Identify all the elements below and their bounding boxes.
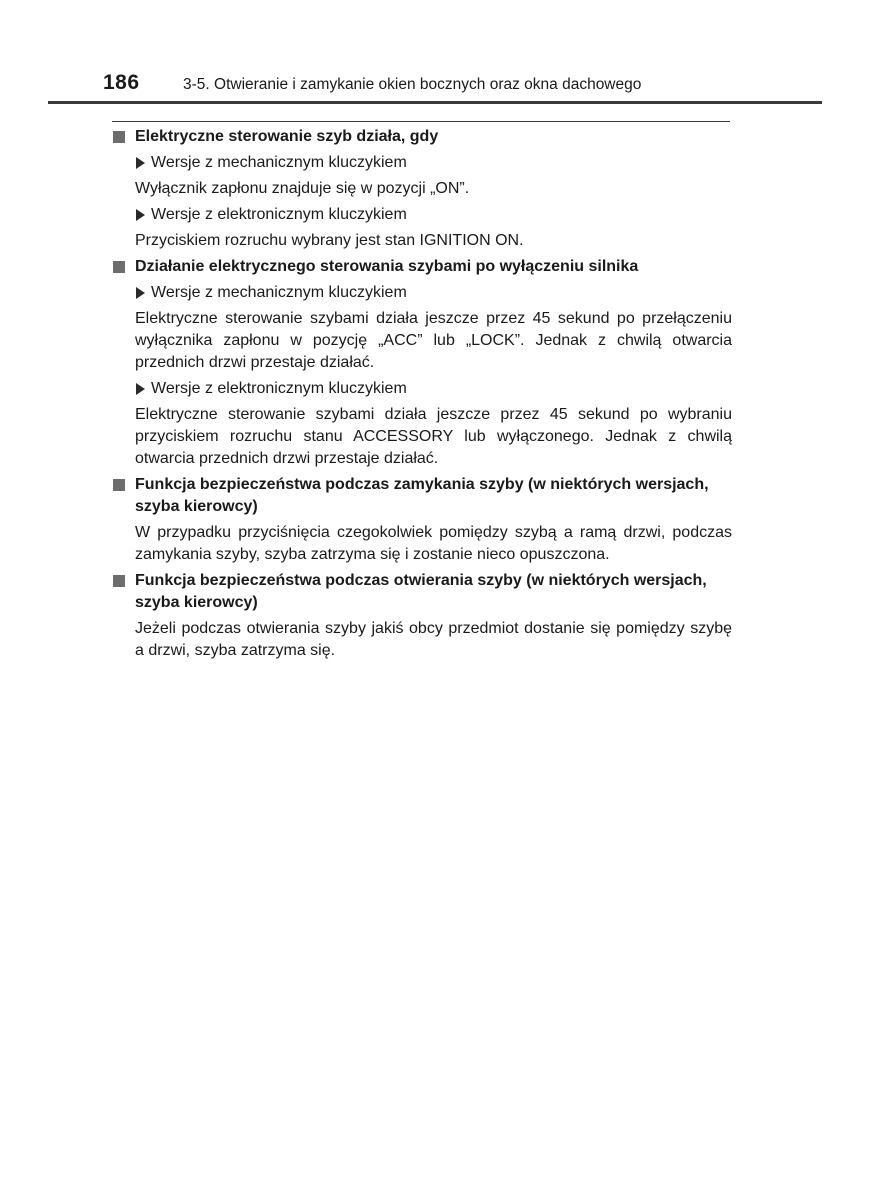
square-bullet-icon [113, 575, 125, 587]
section-power-windows-operation [112, 126, 732, 252]
page-content [112, 126, 732, 666]
section-heading: Elektryczne sterowanie szyb działa, gdy [112, 126, 732, 148]
section-heading: Działanie elektrycznego sterowania szybami po wyłączeniu silnika [112, 256, 732, 278]
paragraph: Elektryczne sterowanie szybami działa jeszcze przez 45 sekund po przełączeniu wyłącznika zapłonu w pozycję „ACC” lub „LOCK”. Jednak z chwilą otwarcia przednich drzwi przestaje działać. [135, 310, 732, 371]
subheading-electronic-key: Wersje z elektronicznym kluczykiem [112, 204, 732, 226]
subheading-electronic-key: Wersje z elektronicznym kluczykiem [112, 378, 732, 400]
page-header [0, 0, 877, 110]
section-heading: Funkcja bezpieczeństwa podczas otwierania szyby (w niektórych wersjach, szyba kierowcy) [112, 570, 732, 614]
page-number: 186 [103, 71, 140, 94]
header-divider [48, 101, 822, 104]
square-bullet-icon [113, 479, 125, 491]
paragraph: W przypadku przyciśnięcia czegokolwiek pomiędzy szybą a ramą drzwi, podczas zamykania szyby, szyba zatrzyma się i zostanie nieco opuszczona. [135, 524, 732, 563]
paragraph: Jeżeli podczas otwierania szyby jakiś obcy przedmiot dostanie się pomiędzy szybę a drzwi, szyba zatrzyma się. [135, 620, 732, 659]
paragraph: Elektryczne sterowanie szybami działa jeszcze przez 45 sekund po wybraniu przyciskiem rozruchu stanu ACCESSORY lub wyłączonego. Jednak z chwilą otwarcia przednich drzwi przestaje działać. [135, 406, 732, 467]
square-bullet-icon [113, 131, 125, 143]
content-divider [112, 121, 730, 122]
section-after-engine-off [112, 256, 732, 470]
paragraph: Wyłącznik zapłonu znajduje się w pozycji „ON”. [135, 180, 470, 197]
section-title: 3-5. Otwieranie i zamykanie okien bocznych oraz okna dachowego [183, 76, 642, 93]
section-opening-safety [112, 570, 732, 662]
triangle-bullet-icon [136, 287, 145, 299]
square-bullet-icon [113, 261, 125, 273]
triangle-bullet-icon [136, 209, 145, 221]
triangle-bullet-icon [136, 383, 145, 395]
triangle-bullet-icon [136, 157, 145, 169]
subheading-mechanical-key: Wersje z mechanicznym kluczykiem [112, 282, 732, 304]
section-closing-safety [112, 474, 732, 566]
subheading-mechanical-key: Wersje z mechanicznym kluczykiem [112, 152, 732, 174]
section-heading: Funkcja bezpieczeństwa podczas zamykania szyby (w niektórych wersjach, szyba kierowcy) [112, 474, 732, 518]
paragraph: Przyciskiem rozruchu wybrany jest stan IGNITION ON. [135, 232, 524, 249]
